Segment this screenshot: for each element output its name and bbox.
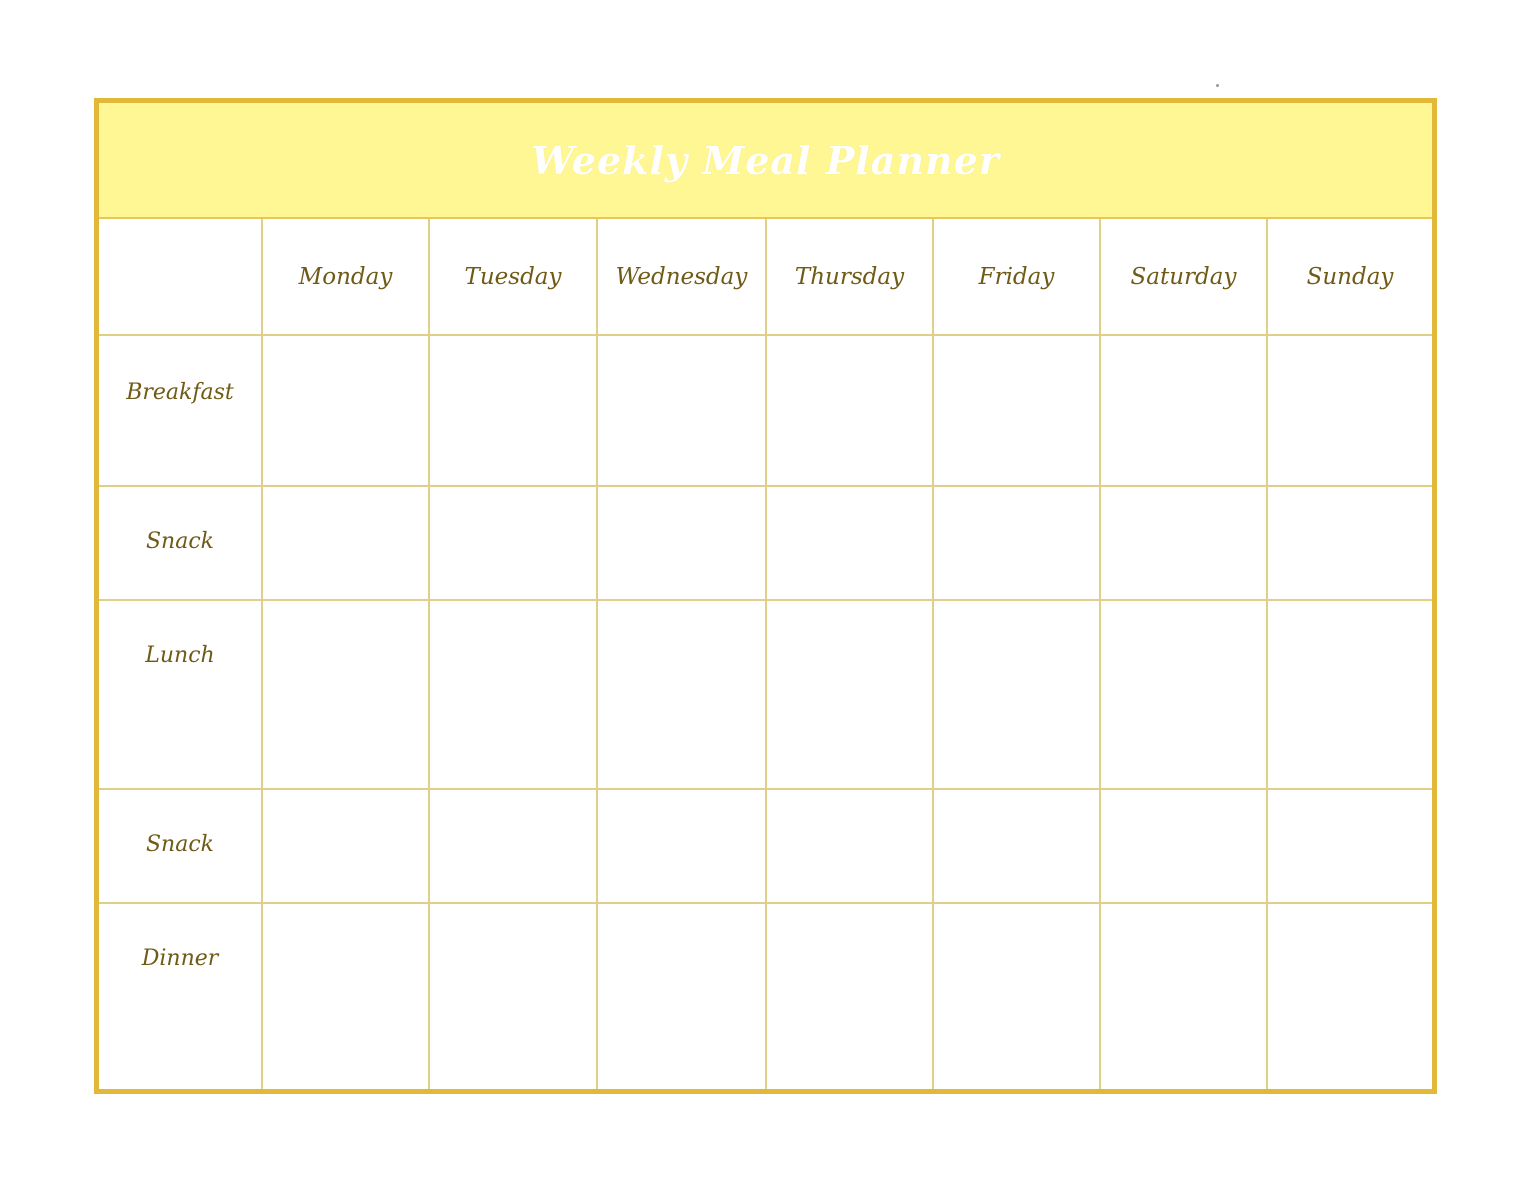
meal-cell[interactable] xyxy=(933,335,1100,486)
meal-cell[interactable] xyxy=(1100,903,1267,1089)
meal-cell[interactable] xyxy=(429,903,597,1089)
meal-planner-sheet xyxy=(94,98,1437,1094)
title-band xyxy=(99,103,1432,219)
meal-cell[interactable] xyxy=(597,486,766,600)
meal-cell[interactable] xyxy=(1267,600,1432,789)
meal-cell[interactable] xyxy=(597,335,766,486)
meal-cell[interactable] xyxy=(766,486,933,600)
day-header-sunday: Sunday xyxy=(1267,219,1432,335)
meal-cell[interactable] xyxy=(429,335,597,486)
meal-label-snack: Snack xyxy=(99,486,262,600)
day-header-thursday: Thursday xyxy=(766,219,933,335)
meal-row-lunch xyxy=(99,600,1432,789)
meal-cell[interactable] xyxy=(766,903,933,1089)
meal-cell[interactable] xyxy=(766,335,933,486)
meal-row-snack-1 xyxy=(99,486,1432,600)
header-row xyxy=(99,219,1432,335)
meal-cell[interactable] xyxy=(1267,903,1432,1089)
meal-cell[interactable] xyxy=(1100,789,1267,903)
meal-label-breakfast: Breakfast xyxy=(99,335,262,486)
meal-cell[interactable] xyxy=(1100,486,1267,600)
meal-cell[interactable] xyxy=(933,789,1100,903)
meal-cell[interactable] xyxy=(1100,335,1267,486)
meal-cell[interactable] xyxy=(933,600,1100,789)
day-header-friday: Friday xyxy=(933,219,1100,335)
meal-cell[interactable] xyxy=(429,600,597,789)
meal-cell[interactable] xyxy=(933,903,1100,1089)
scan-speck xyxy=(1216,84,1219,87)
meal-cell[interactable] xyxy=(262,903,429,1089)
planner-title: Weekly Meal Planner xyxy=(531,137,1000,183)
meal-cell[interactable] xyxy=(262,789,429,903)
meal-cell[interactable] xyxy=(262,486,429,600)
meal-row-snack-2 xyxy=(99,789,1432,903)
meal-label-lunch: Lunch xyxy=(99,600,262,789)
meal-label-dinner: Dinner xyxy=(99,903,262,1089)
day-header-tuesday: Tuesday xyxy=(429,219,597,335)
meal-cell[interactable] xyxy=(766,789,933,903)
meal-cell[interactable] xyxy=(1100,600,1267,789)
meal-cell[interactable] xyxy=(597,903,766,1089)
meal-cell[interactable] xyxy=(766,600,933,789)
meal-row-breakfast xyxy=(99,335,1432,486)
meal-cell[interactable] xyxy=(262,600,429,789)
meal-row-dinner xyxy=(99,903,1432,1089)
day-header-saturday: Saturday xyxy=(1100,219,1267,335)
meal-cell[interactable] xyxy=(933,486,1100,600)
meal-cell[interactable] xyxy=(429,486,597,600)
meal-cell[interactable] xyxy=(1267,335,1432,486)
meal-cell[interactable] xyxy=(262,335,429,486)
meal-cell[interactable] xyxy=(429,789,597,903)
meal-cell[interactable] xyxy=(597,789,766,903)
corner-cell xyxy=(99,219,262,335)
day-header-monday: Monday xyxy=(262,219,429,335)
meal-cell[interactable] xyxy=(1267,486,1432,600)
day-header-wednesday: Wednesday xyxy=(597,219,766,335)
meal-cell[interactable] xyxy=(597,600,766,789)
planner-grid xyxy=(99,219,1432,1089)
meal-label-snack: Snack xyxy=(99,789,262,903)
meal-cell[interactable] xyxy=(1267,789,1432,903)
